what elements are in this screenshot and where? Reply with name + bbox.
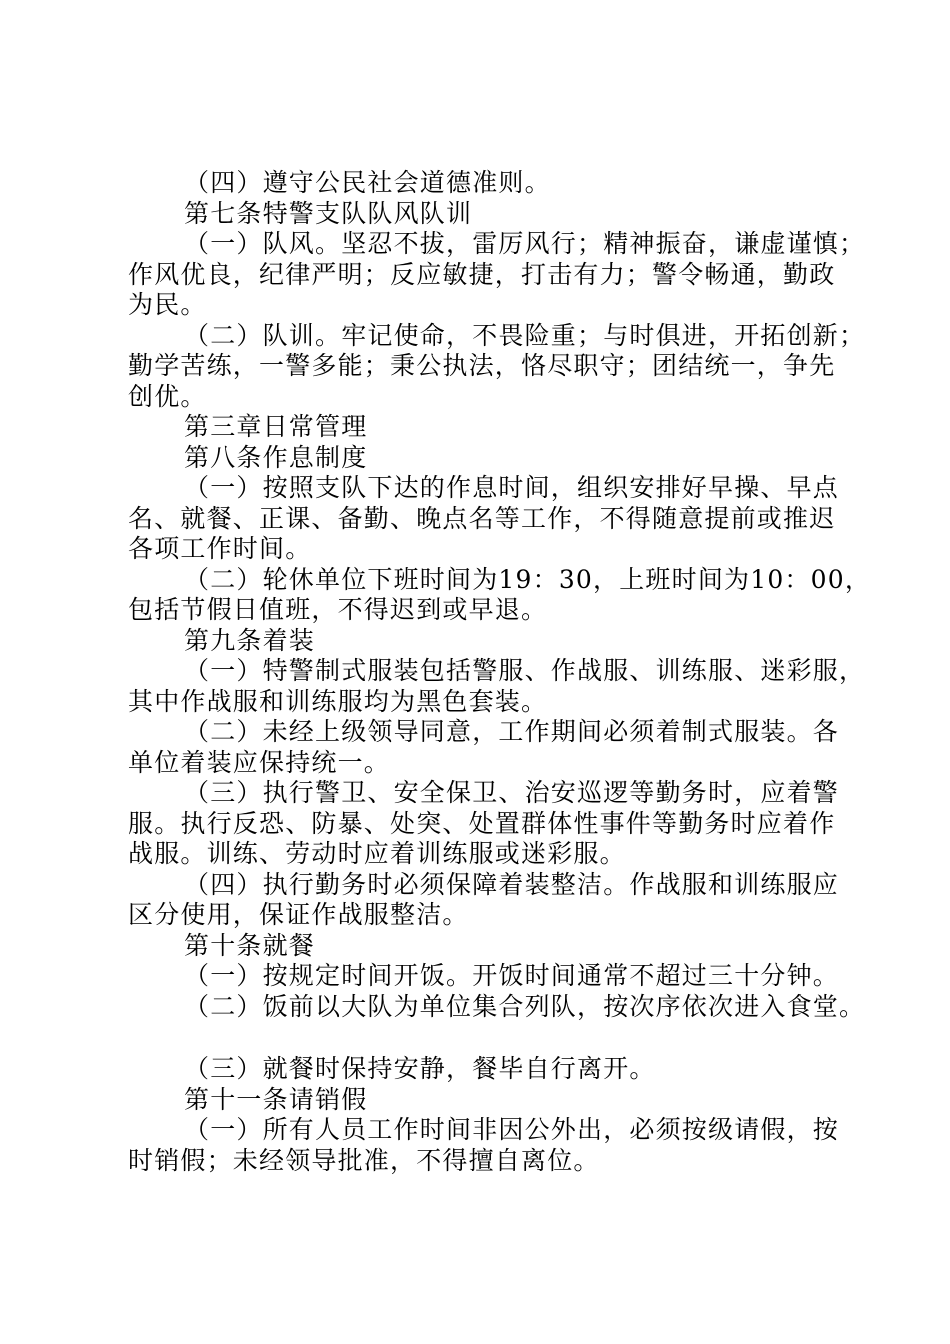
paragraph-line: 为民。 [128, 290, 207, 319]
paragraph-line: （二）未经上级领导同意，工作期间必须着制式服装。各 [184, 717, 840, 746]
paragraph-line: 包括节假日值班，不得迟到或早退。 [128, 595, 548, 624]
paragraph-line: （一）按规定时间开饭。开饭时间通常不超过三十分钟。 [184, 961, 840, 990]
paragraph-line: （四）遵守公民社会道德准则。 [184, 168, 551, 197]
paragraph-line: （二）饭前以大队为单位集合列队，按次序依次进入食堂。 [184, 991, 866, 1021]
paragraph-line: （二）队训。牢记使命，不畏险重；与时俱进，开拓创新； [184, 320, 866, 350]
article-heading: 第十一条请销假 [184, 1084, 368, 1114]
article-heading: 第九条着装 [184, 625, 316, 655]
paragraph-line: 战服。训练、劳动时应着训练服或迷彩服。 [128, 839, 626, 868]
article-heading: 第十条就餐 [184, 930, 316, 960]
article-heading: 第七条特警支队队风队训 [184, 198, 473, 228]
paragraph-line: 单位着装应保持统一。 [128, 747, 391, 777]
paragraph-line: （一）队风。坚忍不拔，雷厉风行；精神振奋，谦虚谨慎； [184, 229, 866, 258]
paragraph-line: 区分使用，保证作战服整洁。 [128, 900, 469, 929]
paragraph-line: （一）按照支队下达的作息时间，组织安排好早操、早点 [184, 473, 840, 502]
paragraph-line: （二）轮休单位下班时间为19：30，上班时间为10：00， [184, 564, 872, 594]
paragraph-line: （三）执行警卫、安全保卫、治安巡逻等勤务时，应着警 [184, 778, 840, 807]
paragraph-line: （一）特警制式服装包括警服、作战服、训练服、迷彩服， [184, 656, 866, 685]
paragraph-line: （四）执行勤务时必须保障着装整洁。作战服和训练服应 [184, 869, 840, 899]
paragraph-line: 其中作战服和训练服均为黑色套装。 [128, 686, 548, 716]
paragraph-line: 各项工作时间。 [128, 534, 312, 563]
paragraph-line: 名、就餐、正课、备勤、晚点名等工作，不得随意提前或推迟 [128, 503, 836, 533]
document-body [128, 168, 872, 1176]
paragraph-line: 作风优良，纪律严明；反应敏捷，打击有力；警令畅通，勤政 [128, 259, 836, 289]
blank-line [128, 1022, 838, 1054]
paragraph-line: （三）就餐时保持安静，餐毕自行离开。 [184, 1054, 656, 1083]
article-heading: 第八条作息制度 [184, 442, 368, 472]
paragraph-line: 创优。 [128, 381, 207, 411]
paragraph-line: （一）所有人员工作时间非因公外出，必须按级请假，按 [184, 1115, 840, 1144]
chapter-heading: 第三章日常管理 [184, 412, 368, 441]
paragraph-line: 时销假；未经领导批准，不得擅自离位。 [128, 1145, 600, 1175]
paragraph-line: 勤学苦练，一警多能；秉公执法，恪尽职守；团结统一，争先 [128, 351, 836, 380]
paragraph-line: 服。执行反恐、防暴、处突、处置群体性事件等勤务时应着作 [128, 808, 836, 838]
